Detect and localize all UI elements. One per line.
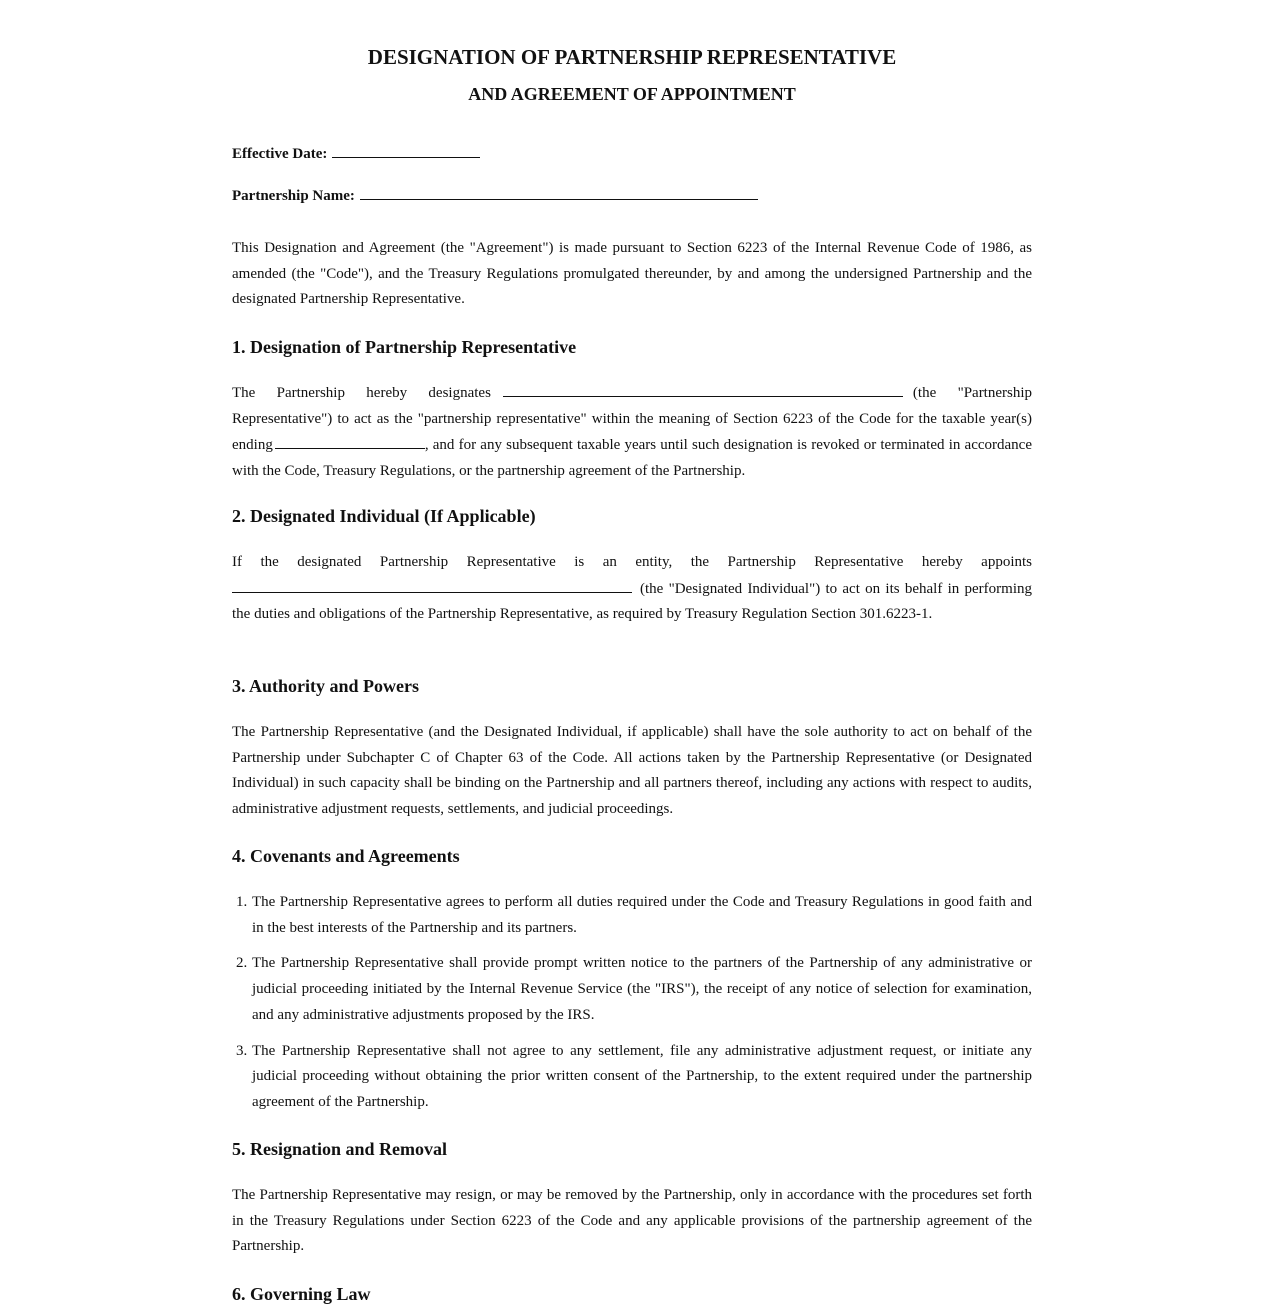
partnership-name-label: Partnership Name: [232,188,355,204]
section-1-paragraph [232,380,1032,485]
section-1-text-b: (the "Partnership Representative") to act as the "partnership representative" within the meaning of Section 6223 of the Code for the taxable year(s) ending [232,385,1033,454]
list-item-number: 2. [236,955,248,972]
designee-blank[interactable] [503,380,903,397]
covenants-list [232,890,1032,1126]
section-6-heading: 6. Governing Law [232,1284,371,1304]
designated-individual-blank[interactable] [232,576,632,593]
list-item [232,951,1032,1028]
section-2-text-b: (the "Designated Individual") to act on its behalf in performing the duties and obligations of the Partnership Representative, as required by Treasury Regulation Section 301.6223-1. [232,580,1032,623]
list-item [232,890,1032,941]
section-1-text-a: The Partnership hereby designates [232,385,491,401]
document-subtitle: AND AGREEMENT OF APPOINTMENT [468,84,796,104]
partnership-name-blank[interactable] [360,184,758,200]
effective-date-blank[interactable] [332,142,480,158]
taxable-year-blank[interactable] [275,432,425,449]
section-5-heading: 5. Resignation and Removal [232,1139,448,1159]
list-item-text: The Partnership Representative shall provide prompt written notice to the partners of the Partnership of any administrative or judicial proceeding initiated by the Internal Revenue Service (the "IRS"), the receipt of any notice of selection for examination, and any administrative adjustments proposed by the IRS. [252,955,1032,1023]
effective-date-field [232,142,480,164]
section-3-paragraph: The Partnership Representative (and the Designated Individual, if applicable) shall have the sole authority to act on behalf of the Partnership under Subchapter C of Chapter 63 of the Code. All actions taken by the Partnership Representative (or Designated Individual) in such capacity shall be binding on the Partnership and all partners thereof, including any actions with respect to audits, administrative adjustment requests, settlements, and judicial proceedings. [232,724,1032,818]
list-item [232,1039,1032,1116]
list-item-text: The Partnership Representative agrees to perform all duties required under the Code and Treasury Regulations in good faith and in the best interests of the Partnership and its partners. [252,894,1032,936]
section-5-paragraph: The Partnership Representative may resign, or may be removed by the Partnership, only in accordance with the procedures set forth in the Treasury Regulations under Section 6223 of the Code and any applicable provisions of the partnership agreement of the Partnership. [232,1187,1032,1255]
section-4-heading: 4. Covenants and Agreements [232,846,460,866]
list-item-number: 3. [236,1042,248,1059]
section-2-paragraph [232,550,1032,628]
section-1-text-c: , and for any subsequent taxable years until such designation is revoked or terminated in accordance with the Code, Treasury Regulations, or the partnership agreement of the Partnership. [232,437,1032,480]
section-3-heading: 3. Authority and Powers [232,676,420,696]
effective-date-label: Effective Date: [232,146,328,162]
section-1-heading: 1. Designation of Partnership Representative [232,337,577,357]
document-title: DESIGNATION OF PARTNERSHIP REPRESENTATIVE [367,45,897,69]
list-item-text: The Partnership Representative shall not agree to any settlement, file any administrative adjustment request, or initiate any judicial proceeding without obtaining the prior written consent of the Partnership, to the extent required under the partnership agreement of the Partnership. [252,1042,1032,1110]
section-2-text-a: If the designated Partnership Representative is an entity, the Partnership Representative hereby appoints [232,554,1032,570]
section-2-heading: 2. Designated Individual (If Applicable) [232,506,536,526]
list-item-number: 1. [236,894,248,910]
intro-paragraph: This Designation and Agreement (the "Agreement") is made pursuant to Section 6223 of the Internal Revenue Code of 1986, as amended (the "Code"), and the Treasury Regulations promulgated thereunder, by and among the undersigned Partnership and the designated Partnership Representative. [232,240,1032,308]
partnership-name-field [232,184,758,206]
